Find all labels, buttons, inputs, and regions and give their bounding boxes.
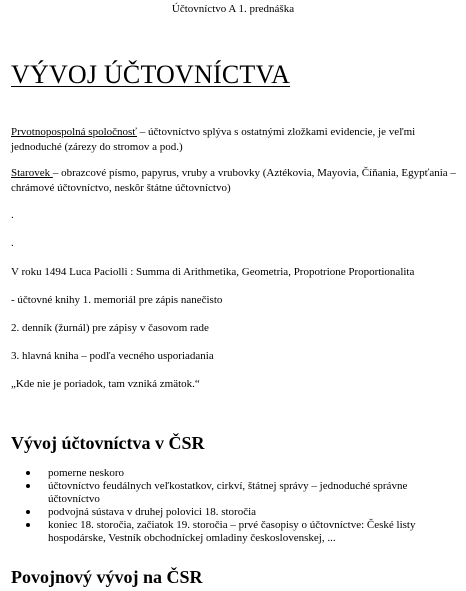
list-item: účtovníctvo feudálnych veľkostatkov, cirkví, štátnej správy – jednoduché správne účtovníctvo — [24, 480, 441, 506]
paragraph-memorial: - účtovné knihy 1. memoriál pre zápis nanečisto — [11, 294, 223, 306]
term-primitive-society: Prvotnopospolná spoločnosť — [11, 126, 138, 138]
text-primitive-society: – účtovníctvo splýva s ostatnými zložkami evidencie, je veľmi jednoduché (zárezy do stromov a pod.) — [11, 126, 416, 153]
paragraph-antiquity — [11, 166, 457, 196]
section-heading-postwar: Povojnový vývoj na ČSR — [11, 567, 203, 587]
document-title: VÝVOJ ÚČTOVNÍCTVA — [11, 60, 291, 89]
page-header: Účtovníctvo A 1. prednáška — [171, 3, 295, 15]
paragraph-ledger: 3. hlavná kniha – podľa vecného usporiadania — [11, 350, 214, 362]
paragraph-journal: 2. denník (žurnál) pre zápisy v časovom rade — [11, 322, 209, 334]
list-item: koniec 18. storočia, začiatok 19. storočia – prvé časopisy o účtovníctve: České listy hospodárske, Vestník obchodníckej omladiny československej, ... — [24, 519, 441, 545]
paragraph-quote: „Kde nie je poriadok, tam vzniká zmätok.“ — [11, 378, 200, 390]
text-antiquity: – obrazcové písmo, papyrus, vruby a vrubovky (Aztékovia, Mayovia, Číňania, Egypťania – chrámové účtovníctvo, neskôr štátne účtovníctvo) — [11, 167, 456, 194]
paragraph-primitive-society — [11, 125, 457, 155]
term-antiquity: Starovek — [11, 167, 53, 179]
list-item: podvojná sústava v druhej polovici 18. storočia — [24, 506, 441, 519]
bullet-list-csr — [11, 467, 441, 545]
dot-line-2: . — [11, 237, 14, 249]
paragraph-pacioli: V roku 1494 Luca Paciolli : Summa di Arithmetika, Geometria, Propotrione Proportionalita — [11, 266, 415, 278]
dot-line-1: . — [11, 209, 14, 221]
section-heading-csr: Vývoj účtovníctva v ČSR — [11, 433, 205, 453]
list-item: pomerne neskoro — [24, 467, 441, 480]
